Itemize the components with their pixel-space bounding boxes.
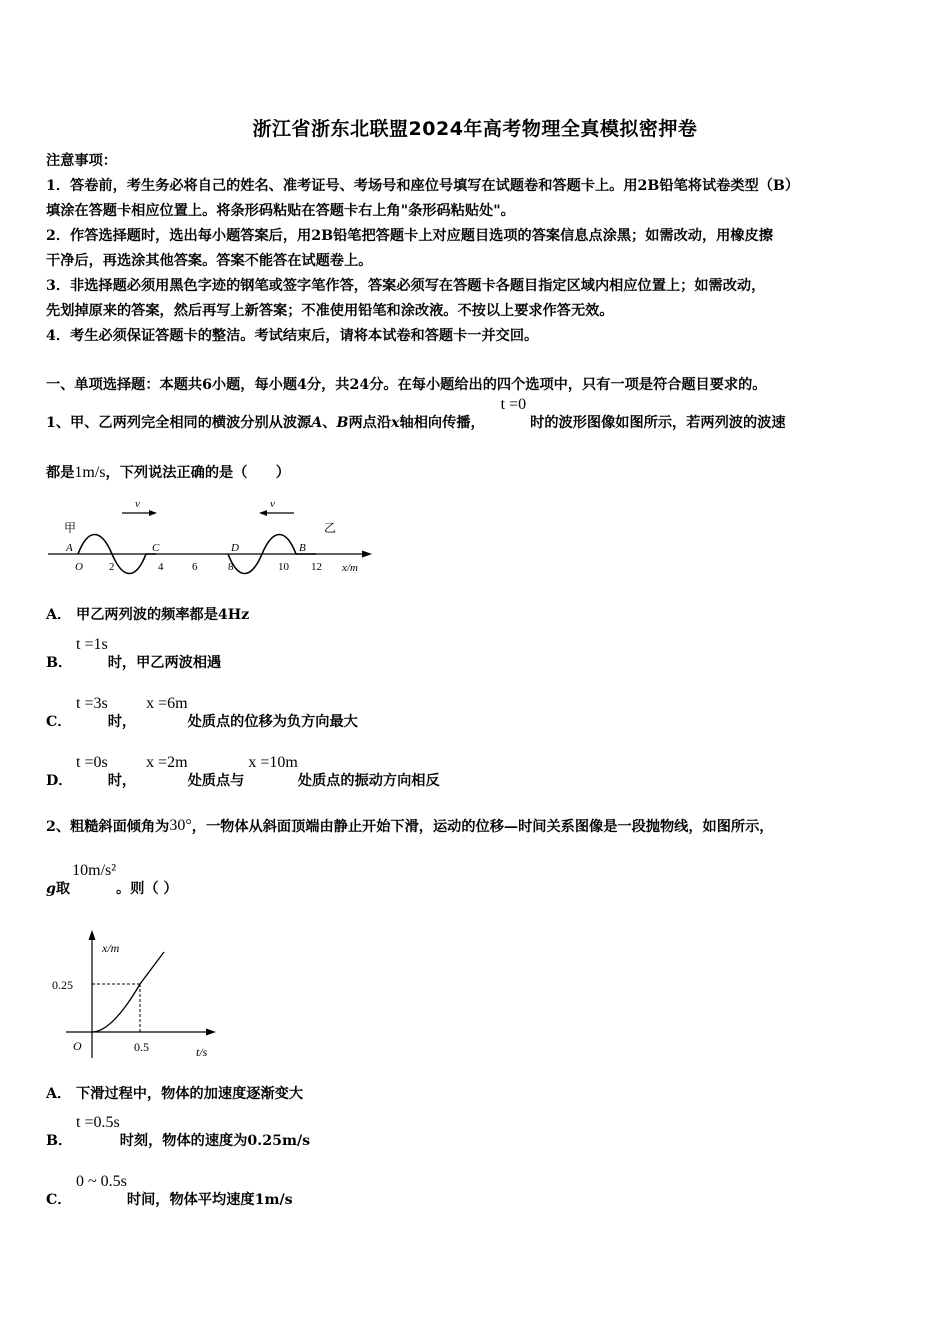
q1-option-a: A． 甲乙两列波的频率都是4Hz xyxy=(46,607,250,623)
point-label: D xyxy=(231,542,239,554)
q1-option-c: C．t =3s时，x =6m处质点的位移为负方向最大 xyxy=(46,695,358,730)
tick-label: O xyxy=(75,561,83,573)
q1-option-d: D．t =0s时，x =2m处质点与x =10m处质点的振动方向相反 xyxy=(46,754,440,789)
wave-label-jia: 甲 xyxy=(64,521,77,535)
x-tick-label: 0.5 xyxy=(134,1040,149,1054)
page-title: 浙江省浙东北联盟2024年高考物理全真模拟密押卷 xyxy=(252,118,698,140)
q2-gravity-value: 10m/s² xyxy=(72,862,117,879)
q1-wave-figure xyxy=(44,492,374,578)
q1-t0-formula: t =0 xyxy=(500,396,527,413)
notice-line: 干净后，再选涂其他答案。答案不能答在试题卷上。 xyxy=(46,253,373,269)
tick-label: 2 xyxy=(109,561,115,573)
q2-option-c: C．0 ~ 0.5s时间，物体平均速度1m/s xyxy=(46,1173,293,1208)
q2-xt-graph xyxy=(46,926,226,1064)
wave-label-yi: 乙 xyxy=(324,521,337,535)
notice-line: 1．答卷前，考生务必将自己的姓名、准考证号、考场号和座位号填写在试题卷和答题卡上。用2B铅笔将试卷类型（B） xyxy=(46,178,800,194)
velocity-label: v xyxy=(135,498,140,510)
q1-option-b: B．t =1s时，甲乙两波相遇 xyxy=(46,636,222,671)
q2-option-a: A． 下滑过程中，物体的加速度逐渐变大 xyxy=(46,1086,304,1102)
section-heading: 一、单项选择题：本题共6小题，每小题4分，共24分。在每小题给出的四个选项中，只有一项是符合题目要求的。 xyxy=(46,377,767,393)
axis-label: x/m xyxy=(342,562,358,574)
q2-stem-line2: g取10m/s²。则（ ） xyxy=(46,862,178,897)
y-tick-label: 0.25 xyxy=(52,978,73,992)
q1-stem-line1: 1、甲、乙两列完全相同的横波分别从波源A、B两点沿x轴相向传播，t =0时的波形图像如图所示，若两列波的波速 xyxy=(46,396,786,431)
tick-label: 8 xyxy=(228,561,234,573)
q2-stem-line1: 2、粗糙斜面倾角为30°，一物体从斜面顶端由静止开始下滑，运动的位移—时间关系图像是一段抛物线，如图所示， xyxy=(46,817,774,835)
point-label: C xyxy=(152,542,160,554)
tick-label: 6 xyxy=(192,561,198,573)
tick-label: 10 xyxy=(278,561,289,573)
notice-line: 4．考生必须保证答题卡的整洁。考试结束后，请将本试卷和答题卡一并交回。 xyxy=(46,328,539,344)
q1-speed: 1m/s xyxy=(74,464,106,481)
x-axis-label: t/s xyxy=(196,1045,208,1059)
q1-stem-line2: 都是1m/s，下列说法正确的是（ ） xyxy=(46,464,290,481)
tick-label: 12 xyxy=(311,561,322,573)
notice-line: 先划掉原来的答案，然后再写上新答案；不准使用铅笔和涂改液。不按以上要求作答无效。 xyxy=(46,303,614,319)
point-label: A xyxy=(66,542,73,554)
notice-heading: 注意事项： xyxy=(46,153,117,169)
q2-option-b: B．t =0.5s时刻，物体的速度为0.25m/s xyxy=(46,1114,311,1149)
origin-label: O xyxy=(73,1039,82,1053)
point-label: B xyxy=(299,542,306,554)
notice-line: 3．非选择题必须用黑色字迹的钢笔或签字笔作答，答案必须写在答题卡各题目指定区域内相应位置上；如需改动， xyxy=(46,278,766,294)
notice-line: 2．作答选择题时，选出每小题答案后，用2B铅笔把答题卡上对应题目选项的答案信息点涂黑；如需改动，用橡皮擦 xyxy=(46,228,773,244)
y-axis-label: x/m xyxy=(102,941,120,955)
notice-line: 填涂在答题卡相应位置上。将条形码粘贴在答题卡右上角"条形码粘贴处"。 xyxy=(46,203,515,219)
velocity-label: v xyxy=(270,498,275,510)
q2-angle: 30° xyxy=(169,817,192,834)
tick-label: 4 xyxy=(158,561,164,573)
